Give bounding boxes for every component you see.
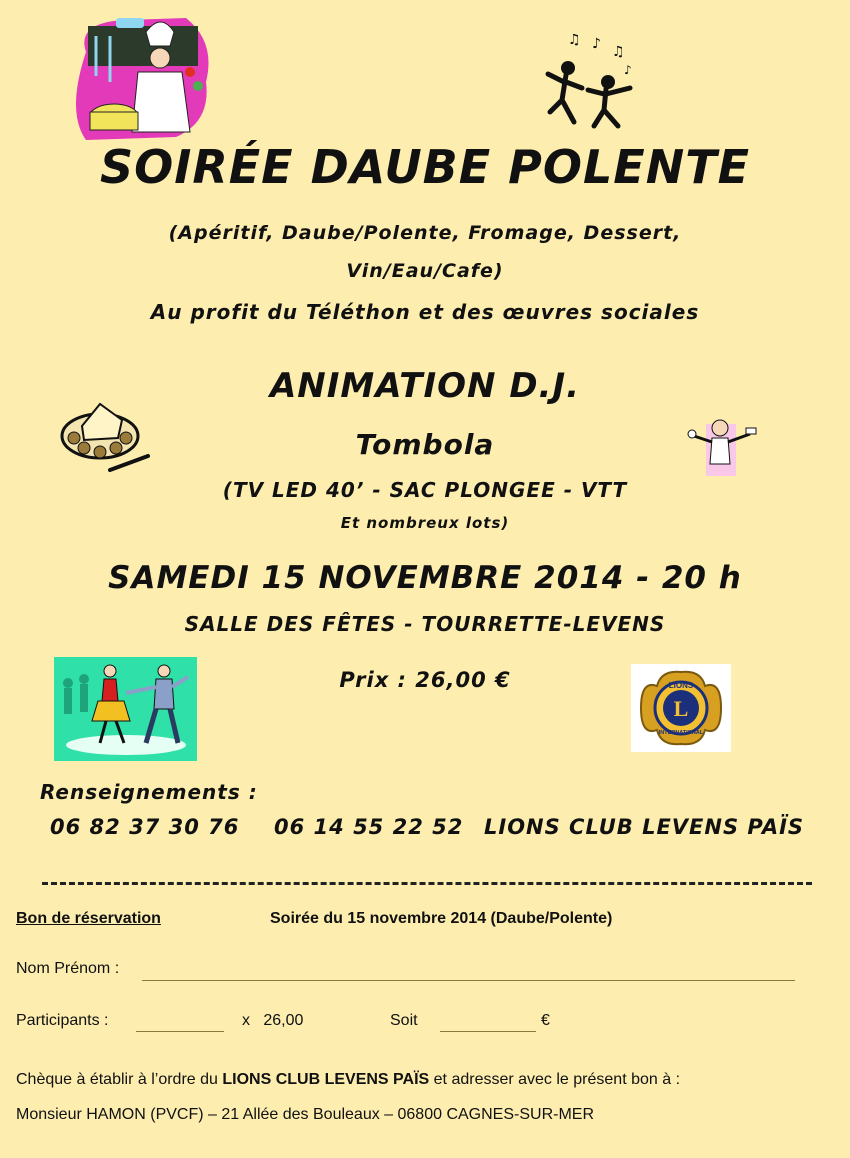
chef-illustration	[66, 12, 216, 142]
cut-line	[42, 882, 812, 885]
svg-text:♪: ♪	[624, 63, 632, 77]
lions-logo-top-text: LIONS	[668, 681, 694, 690]
benefit-line: Au profit du Téléthon et des œuvres sociales	[150, 300, 700, 324]
svg-text:♫: ♫	[612, 44, 625, 60]
cheque-suffix: et adresser avec le présent bon à :	[429, 1071, 681, 1088]
event-venue: SALLE DES FÊTES - TOURRETTE-LEVENS	[184, 612, 666, 636]
mailing-address: Monsieur HAMON (PVCF) – 21 Allée des Bouleaux – 06800 CAGNES-SUR-MER	[16, 1106, 594, 1123]
cheque-prefix: Chèque à établir à l’ordre du	[16, 1071, 223, 1088]
total-label: Soit	[390, 1012, 418, 1029]
event-reference: Soirée du 15 novembre 2014 (Daube/Polente)	[270, 910, 613, 927]
cheque-instructions	[16, 1071, 680, 1089]
cheque-club: LIONS CLUB LEVENS PAÏS	[222, 1071, 430, 1088]
event-title: SOIRÉE DAUBE POLENTE	[99, 140, 751, 194]
waitress-illustration	[684, 414, 760, 478]
prizes-line-2: Et nombreux lots)	[340, 514, 510, 532]
svg-text:♪: ♪	[592, 36, 601, 52]
price: Prix : 26,00 €	[339, 668, 511, 692]
total-field[interactable]	[440, 1031, 536, 1032]
name-label: Nom Prénom :	[16, 960, 120, 977]
menu-line-1: (Apéritif, Daube/Polente, Fromage, Dessert,	[168, 222, 682, 244]
tombola-heading: Tombola	[355, 428, 495, 461]
info-label: Renseignements :	[40, 780, 258, 804]
event-date: SAMEDI 15 NOVEMBRE 2014 - 20 h	[108, 560, 742, 596]
svg-text:♫: ♫	[568, 32, 581, 48]
club-name: LIONS CLUB LEVENS PAÏS	[484, 815, 805, 839]
lions-club-logo	[631, 664, 731, 752]
phone-2: 06 14 55 22 52	[274, 815, 464, 839]
reservation-heading: Bon de réservation	[16, 910, 161, 927]
participants-label: Participants :	[16, 1012, 109, 1029]
animation-heading: ANIMATION D.J.	[269, 366, 581, 406]
lions-logo-letter: L	[673, 696, 689, 721]
prizes-line-1: (TV LED 40’ - SAC PLONGEE - VTT	[222, 478, 628, 502]
phone-1: 06 82 37 30 76	[50, 815, 240, 839]
lions-logo-bottom-text: INTERNATIONAL	[658, 730, 704, 736]
currency-symbol: €	[541, 1012, 550, 1029]
name-field[interactable]	[142, 980, 795, 981]
dancers-illustration	[540, 30, 640, 130]
menu-line-2: Vin/Eau/Cafe)	[346, 260, 504, 282]
contact-line	[50, 815, 804, 839]
participants-field[interactable]	[136, 1031, 224, 1032]
unit-price: x 26,00	[242, 1012, 304, 1029]
